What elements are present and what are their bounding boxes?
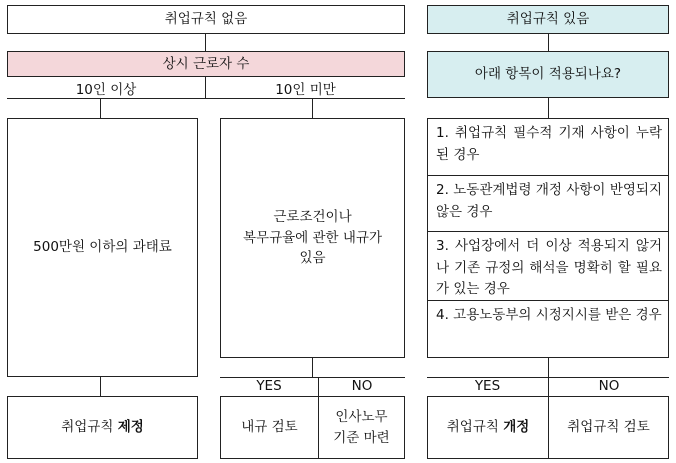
connector (100, 377, 101, 396)
condition-item-1: 1. 취업규칙 필수적 기재 사항이 누락된 경우 (436, 125, 662, 163)
has-rules-header (427, 5, 669, 34)
no-rules-header-label: 취업규칙 없음 (164, 11, 248, 28)
connector (312, 99, 313, 118)
employee-count-box (7, 51, 405, 77)
branch-ge10-label: 10인 이상 (75, 82, 137, 98)
question-label: 아래 항목이 적용되나요? (474, 66, 622, 83)
right-yes-label: YES (474, 378, 501, 394)
revise-rules-box (427, 396, 549, 459)
employee-count-label: 상시 근로자 수 (162, 55, 250, 72)
left-yes-label: YES (256, 378, 282, 394)
hr-standard-line2: 기준 마련 (333, 429, 390, 446)
internal-rules-box (220, 118, 405, 358)
review-rules-box (548, 396, 669, 459)
question-box (427, 51, 669, 98)
right-no-label: NO (598, 378, 620, 394)
connector (100, 99, 101, 118)
internal-review-box (220, 396, 319, 459)
no-rules-header (7, 5, 405, 34)
connector (548, 98, 549, 118)
branch-lt10-label: 10인 미만 (275, 82, 336, 98)
revise-rules-label: 취업규칙 개정 (446, 419, 530, 436)
condition-item-2: 2. 노동관계법령 개정 사항이 반영되지 않은 경우 (436, 182, 662, 220)
hr-standard-line1: 인사노무 (335, 408, 388, 425)
fine-label: 500만원 이하의 과태료 (33, 239, 172, 256)
condition-list (427, 118, 669, 358)
condition-item-3: 3. 사업장에서 더 이상 적용되지 않거나 기존 규정의 해석을 명확히 할 필요가 있는 경우 (436, 238, 662, 298)
branch-underline (7, 98, 405, 99)
hr-standard-box (318, 396, 405, 459)
internal-rules-line1: 근로조건이나 (273, 208, 352, 225)
enact-rules-label: 취업규칙 제정 (61, 419, 144, 436)
connector (548, 358, 549, 377)
connector (548, 34, 549, 51)
internal-rules-line2: 복무규율에 관한 내규가 (243, 229, 382, 246)
internal-rules-line3: 있음 (299, 250, 326, 267)
has-rules-header-label: 취업규칙 있음 (506, 11, 590, 28)
fine-box (7, 118, 198, 377)
connector (205, 34, 206, 51)
left-no-label: NO (351, 378, 373, 394)
enact-rules-box (7, 396, 198, 459)
connector (312, 358, 313, 377)
review-rules-label: 취업규칙 검토 (567, 419, 650, 436)
internal-review-label: 내규 검토 (241, 419, 298, 436)
condition-item-4: 4. 고용노동부의 시정지시를 받은 경우 (436, 307, 662, 323)
